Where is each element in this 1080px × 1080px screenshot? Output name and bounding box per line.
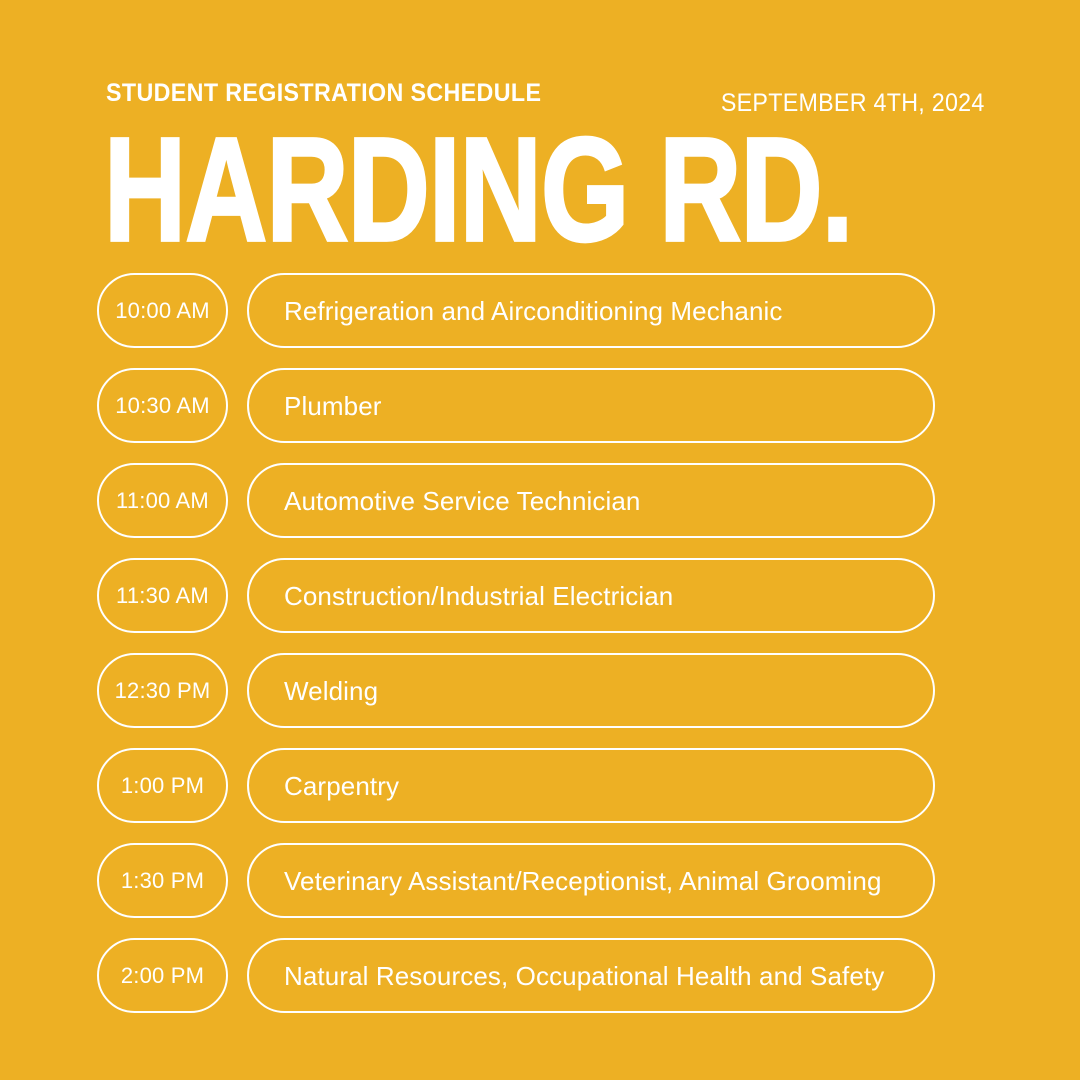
schedule-row <box>0 938 1080 1013</box>
course-pill[interactable] <box>247 463 935 538</box>
time-label: 12:30 PM <box>114 677 211 703</box>
time-label: 1:00 PM <box>120 772 205 798</box>
course-label: Refrigeration and Airconditioning Mechanic <box>284 295 783 326</box>
schedule-row <box>0 558 1080 633</box>
schedule-row <box>0 368 1080 443</box>
time-label: 10:00 AM <box>115 297 210 323</box>
time-pill[interactable] <box>97 558 228 633</box>
eyebrow-label: STUDENT REGISTRATION SCHEDULE <box>106 79 542 107</box>
course-pill[interactable] <box>247 653 935 728</box>
schedule-list <box>0 273 1080 1033</box>
time-label: 1:30 PM <box>120 867 205 893</box>
time-pill[interactable] <box>97 463 228 538</box>
time-label: 10:30 AM <box>115 392 210 418</box>
event-date: SEPTEMBER 4TH, 2024 <box>721 89 985 117</box>
course-label: Welding <box>284 675 379 706</box>
time-label: 2:00 PM <box>120 962 205 988</box>
course-pill[interactable] <box>247 368 935 443</box>
time-label: 11:00 AM <box>116 487 209 513</box>
course-pill[interactable] <box>247 558 935 633</box>
schedule-row <box>0 748 1080 823</box>
schedule-row <box>0 653 1080 728</box>
schedule-row <box>0 843 1080 918</box>
time-pill[interactable] <box>97 273 228 348</box>
time-pill[interactable] <box>97 653 228 728</box>
course-pill[interactable] <box>247 843 935 918</box>
time-pill[interactable] <box>97 748 228 823</box>
course-pill[interactable] <box>247 273 935 348</box>
time-pill[interactable] <box>97 843 228 918</box>
course-label: Automotive Service Technician <box>284 485 641 516</box>
course-pill[interactable] <box>247 938 935 1013</box>
course-label: Construction/Industrial Electrician <box>284 580 674 611</box>
schedule-row <box>0 273 1080 348</box>
schedule-row <box>0 463 1080 538</box>
time-label: 11:30 AM <box>116 582 209 608</box>
course-label: Veterinary Assistant/Receptionist, Animal Grooming <box>284 865 882 896</box>
time-pill[interactable] <box>97 368 228 443</box>
course-label: Plumber <box>284 390 382 421</box>
course-label: Carpentry <box>284 770 400 801</box>
course-label: Natural Resources, Occupational Health and Safety <box>284 960 885 991</box>
time-pill[interactable] <box>97 938 228 1013</box>
course-pill[interactable] <box>247 748 935 823</box>
page-title: HARDING RD. <box>104 107 853 273</box>
